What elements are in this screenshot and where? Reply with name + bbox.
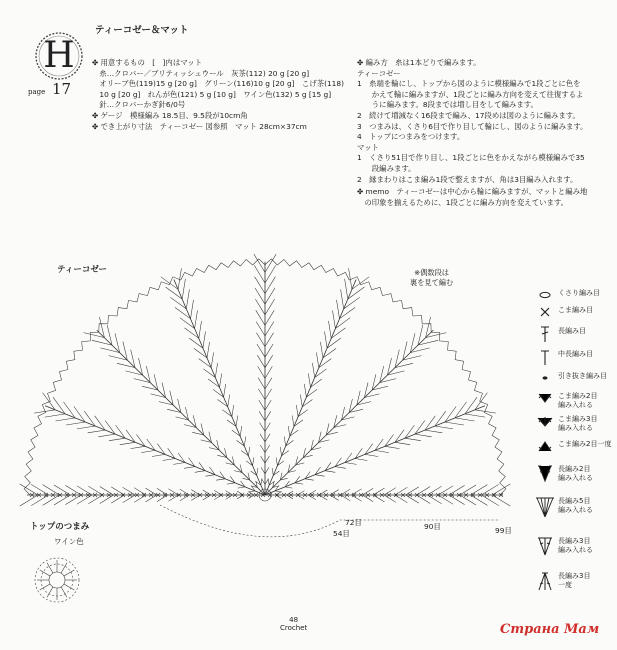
materials-line: 糸…クロバー／ブリティッシュウール 灰茶(112) 20 g [20 g] (92, 68, 310, 78)
stitch-mark (355, 459, 367, 461)
single-crochet-icon (536, 304, 554, 324)
stitch-mark (364, 383, 368, 398)
materials-line: 針…クロバーかぎ針6/0号 (92, 100, 186, 110)
stitch-mark (325, 471, 335, 473)
stitch-mark (100, 487, 114, 496)
stitch-mark (180, 495, 190, 501)
legend-item (536, 570, 616, 590)
method-line: 2 続けて増減なく16段まで編み、17段めは図のように編みます。 (357, 110, 580, 120)
stitch-mark (492, 495, 510, 506)
stitch-mark (224, 384, 226, 397)
legend-item (536, 390, 616, 410)
stitch-mark (471, 485, 488, 495)
stitch-mark (330, 495, 339, 500)
stitch-mark (77, 426, 95, 429)
stitch-mark (385, 446, 400, 448)
stitch-mark (257, 468, 258, 475)
stitch-mark (152, 454, 165, 456)
stitch-mark (131, 446, 146, 448)
stitch-mark (261, 456, 265, 463)
stitch-mark (180, 489, 190, 495)
stitch-mark (418, 325, 423, 345)
stitch-mark (191, 490, 200, 495)
stitch-mark (146, 495, 157, 502)
half-double-crochet-icon (536, 348, 554, 368)
stitch-mark (131, 350, 135, 368)
stitch-mark (341, 289, 344, 309)
legend-label: 長編み2目 編み入れる (558, 465, 593, 482)
stitch-mark (232, 405, 234, 417)
stitch-mark (238, 487, 245, 488)
stitch-mark (471, 495, 488, 505)
stitch-mark (265, 389, 272, 400)
stitch-mark (410, 333, 415, 352)
stitch-mark (195, 471, 205, 473)
stitch-mark (244, 437, 246, 447)
pattern-title: ティーコゼー＆マット (95, 25, 189, 36)
watermark: Страна Мам (500, 622, 600, 637)
knob-stitch (40, 570, 50, 576)
stitch-mark (325, 331, 328, 348)
stitch-mark (435, 426, 453, 429)
legend-item (536, 348, 616, 368)
stitch-mark (199, 321, 202, 338)
stitch-mark (265, 344, 273, 357)
stitch-mark (111, 495, 124, 503)
stitch-mark (259, 400, 265, 410)
stitch-mark (186, 289, 189, 309)
stitch-mark (261, 467, 265, 473)
stitch-mark (88, 430, 105, 433)
dc-5-in-one-icon (536, 495, 554, 521)
page-caption: Crochet (280, 624, 308, 632)
legend-item (536, 463, 616, 483)
stitch-mark (316, 352, 318, 367)
stitch-mark (107, 325, 112, 345)
tea-cozy-chart-heading: ティーコゼー (57, 265, 107, 275)
stitch-mark (425, 430, 442, 433)
stitch-mark (111, 487, 124, 495)
stitch-mark (260, 434, 265, 442)
stitch-mark (168, 495, 178, 501)
knob-stitch (47, 563, 53, 573)
stitch-mark (262, 479, 266, 485)
stitch-mark (203, 331, 206, 348)
stitch-mark (162, 383, 166, 398)
stitch-mark (123, 342, 127, 361)
stitch-chart-fan (20, 254, 511, 537)
knob-stitch (61, 563, 67, 573)
knob-stitch (64, 584, 74, 590)
stitch-mark (226, 491, 233, 495)
legend-item (536, 370, 616, 390)
legend-item (536, 304, 616, 324)
knob-ring (49, 572, 65, 588)
legend-label: 引き抜き編み目 (558, 372, 607, 380)
slip-stitch-icon (536, 370, 554, 390)
legend-label: くさり編み目 (558, 289, 600, 297)
stitch-mark (300, 395, 302, 407)
stitch-mark (445, 422, 464, 425)
stitch-mark (163, 459, 175, 461)
stitch-mark (255, 288, 265, 304)
stitch-mark (308, 490, 316, 495)
stitch-mark (258, 389, 265, 400)
materials-line: オリーブ色(119)15 g [20 g] グリーン(116)10 g [20 g] こげ茶(118) (92, 79, 344, 89)
stitch-mark (265, 400, 271, 410)
stitch-mark (240, 426, 242, 436)
stitch-mark (254, 265, 265, 283)
materials-line: ✤ でき上がり寸法 ティーコゼー 図参照 マット 28cm×37cm (92, 121, 307, 131)
stitch-mark (341, 495, 351, 501)
page-number: 48 (289, 616, 299, 624)
legend-label: 長編み目 (558, 327, 586, 335)
stitch-mark (341, 489, 351, 495)
memo-line: ✤ memo ティーコゼーは中心から輪に編みますが、マットと編み地 (357, 187, 588, 197)
stitch-mark (257, 355, 265, 368)
legend-item (536, 438, 616, 458)
legend-item (536, 495, 616, 515)
stitch-mark (43, 495, 60, 505)
stitch-mark (203, 490, 211, 495)
stitch-mark (335, 467, 346, 469)
stitch-mark (292, 416, 294, 427)
stitch-mark (215, 363, 217, 378)
stitch-mark (349, 268, 352, 289)
stitch-mark (296, 405, 298, 417)
legend-label: こま編み2目一度 (558, 440, 612, 448)
dc-3-in-one-icon (536, 535, 554, 559)
stitch-mark (319, 495, 327, 500)
stitch-mark (265, 288, 275, 304)
stitch-mark (395, 487, 408, 495)
knob-stitch (64, 570, 74, 576)
stitch-mark (259, 411, 265, 421)
stitch-mark (403, 342, 407, 361)
stitch-mark (258, 378, 265, 389)
stitch-mark (54, 495, 70, 505)
stitch-mark (305, 479, 314, 480)
stitch-mark (287, 495, 293, 499)
stitch-mark (308, 495, 316, 500)
stitch-mark (257, 333, 266, 347)
stitch-mark (287, 491, 293, 495)
stitch-mark (248, 491, 255, 492)
method-line: マット (357, 142, 379, 152)
stitch-mark (109, 438, 125, 441)
dc-2-in-one-icon (536, 463, 554, 485)
stitch-mark (207, 342, 210, 358)
legend-label: 長編み5目 編み入れる (558, 497, 593, 514)
materials-line: ✤ ゲージ 模様編み 18.5目、9.5段が10cm角 (92, 110, 248, 120)
stitch-mark (191, 495, 200, 500)
stitch-mark (481, 495, 499, 506)
stitch-mark (220, 373, 222, 387)
stitch-mark (56, 418, 76, 421)
method-line: ティーコゼー (357, 68, 401, 78)
stitch-mark (258, 366, 265, 378)
stitch-mark (98, 434, 115, 437)
stitch-mark (226, 495, 233, 499)
stitch-mark (248, 447, 249, 456)
stitch-mark (308, 373, 310, 387)
legend-label: 長編み3目 編み入れる (558, 537, 593, 554)
stitch-mark (415, 434, 432, 437)
stitch-mark (173, 463, 185, 465)
legend-label: 長編み3目 一度 (558, 572, 591, 589)
stitch-mark (265, 277, 275, 294)
stitch-mark (329, 321, 332, 338)
stitch-mark (178, 268, 181, 289)
sc-2-in-one-icon (536, 390, 554, 410)
stitch-mark (365, 454, 378, 456)
stitch-mark (284, 437, 286, 447)
stitch-mark (184, 467, 195, 469)
stitch-mark (345, 279, 348, 299)
stitch-mark (168, 489, 178, 495)
legend-label: 中長編み目 (558, 350, 593, 358)
stitch-mark (265, 423, 270, 432)
stitch-mark (45, 414, 65, 417)
legend-item (536, 535, 616, 555)
stitch-mark (20, 495, 38, 506)
stitch-mark (405, 438, 421, 441)
stitch-mark (362, 488, 373, 495)
method-line: 2 縁まわりはこま編み1段で整えますが、角は3目編み入れます。 (357, 174, 578, 184)
legend-label: こま編み目 (558, 306, 593, 314)
stitch-mark (253, 458, 254, 466)
stitch-mark (406, 487, 419, 495)
knob-heading: トップのつまみ (30, 522, 90, 532)
knob-stitch (40, 584, 50, 590)
stitch-mark (260, 445, 265, 453)
row-label: 99目 (495, 526, 512, 535)
method-line: 1 糸端を輪にし、トップから図のように模様編みで1段ごとに色を (357, 79, 581, 89)
stitch-mark (362, 495, 373, 502)
method-line: 3 つまみは、くさり6目で作り目して輪にし、図のように編みます。 (357, 121, 588, 131)
legend-item (536, 325, 616, 345)
stitch-mark (265, 355, 273, 368)
stitch-mark (228, 395, 230, 407)
stitch-mark (395, 495, 408, 503)
stitch-mark (276, 458, 277, 466)
row-label: 90目 (424, 522, 441, 531)
pattern-letter: H (43, 35, 75, 76)
stitch-mark (315, 475, 325, 477)
method-line: かえて輪に編みますが、1段ごとに編み方向を変えて往復するよ (357, 89, 584, 99)
stitch-mark (216, 479, 225, 480)
materials-line: ✤ 用意するもの [ ]内はマット (92, 58, 203, 67)
method-line: 4 トップにつまみをつけます。 (357, 132, 465, 142)
stitch-mark (406, 495, 419, 503)
stitch-mark (265, 411, 271, 421)
knob-color-label: ワイン色 (54, 537, 84, 546)
stitch-mark (260, 423, 265, 432)
stitch-mark (345, 463, 357, 465)
stitch-mark (191, 300, 194, 319)
stitch-mark (272, 468, 273, 475)
stitch-mark (295, 483, 303, 484)
page-footer (280, 616, 307, 632)
stitch-mark (455, 418, 475, 421)
stitch-mark (115, 333, 120, 352)
stitch-mark (100, 495, 114, 504)
stitch-mark (99, 317, 104, 338)
memo-line: の印象を揃えるために、1段ごとに編み方向を変えています。 (357, 197, 569, 207)
stitch-mark (280, 447, 281, 456)
dc-3-together-icon (536, 570, 554, 594)
stitch-mark (426, 317, 431, 338)
knob-stitch (61, 587, 67, 597)
stitch-mark (320, 342, 323, 358)
stitch-mark (227, 483, 235, 484)
pattern-page-number: 17 (52, 80, 72, 98)
stitch-mark (43, 485, 60, 495)
method-line: うに編みます。8段までは増し目をして編みます。 (357, 100, 538, 110)
stitch-mark (206, 475, 216, 477)
stitch-mark (255, 277, 265, 294)
chart-note-line: ※偶数段は (414, 268, 449, 277)
stitch-mark (211, 352, 213, 367)
stitch-mark (395, 350, 399, 368)
stitch-mark (265, 445, 270, 453)
materials-line: 10 g [20 g] れんが色(121) 5 g [10 g] ワイン色(132) 5 g [15 g] (92, 89, 332, 99)
stitch-mark (337, 300, 340, 319)
stitch-mark (395, 442, 410, 444)
row-label: 72目 (345, 518, 362, 527)
stitch-mark (265, 467, 269, 473)
legend-label: こま編み3目 編み入れる (558, 415, 598, 432)
stitch-mark (481, 484, 499, 495)
stitch-mark (265, 333, 274, 347)
method-line: 1 くさり51目で作り目し、1段ごとに色をかえながら模様編みで35 (357, 153, 585, 163)
stitch-mark (265, 265, 276, 283)
sc-3-in-one-icon (536, 413, 554, 433)
chart-note-line: 裏を見て編む (410, 278, 454, 287)
knob-stitch (47, 587, 53, 597)
method-line: 段編みます。 (357, 163, 416, 173)
stitch-mark (288, 426, 290, 436)
stitch-mark (265, 434, 270, 442)
stitch-mark (265, 366, 272, 378)
stitch-mark (141, 450, 155, 452)
stitch-mark (195, 310, 198, 328)
stitch-mark (54, 485, 70, 495)
stitch-mark (265, 378, 272, 389)
row-label: 54目 (333, 529, 350, 538)
stitch-mark (319, 490, 327, 495)
double-crochet-icon (536, 325, 554, 345)
stitch-mark (265, 456, 269, 463)
stitch-mark (465, 414, 485, 417)
stitch-mark (236, 416, 238, 427)
stitch-mark (203, 495, 211, 500)
stitch-mark (146, 488, 157, 495)
stitch-mark (285, 487, 292, 488)
sc-2-together-icon (536, 438, 554, 458)
stitch-mark (304, 384, 306, 397)
stitch-mark (333, 310, 336, 328)
stitch-mark (182, 279, 185, 299)
legend-item (536, 413, 616, 433)
page-label: page (28, 88, 46, 96)
row-band (160, 505, 500, 537)
knob-chart (35, 558, 79, 602)
stitch-mark (268, 479, 269, 486)
stitch-mark (330, 490, 339, 495)
legend-label: こま編み2目 編み入れる (558, 392, 598, 409)
stitch-mark (66, 422, 85, 425)
stitch-mark (312, 363, 314, 378)
stitch-mark (257, 344, 265, 357)
stitch-mark (375, 450, 389, 452)
stitch-mark (120, 442, 135, 444)
method-line: ✤ 編み方 糸は1本どりで編みます。 (357, 58, 481, 67)
